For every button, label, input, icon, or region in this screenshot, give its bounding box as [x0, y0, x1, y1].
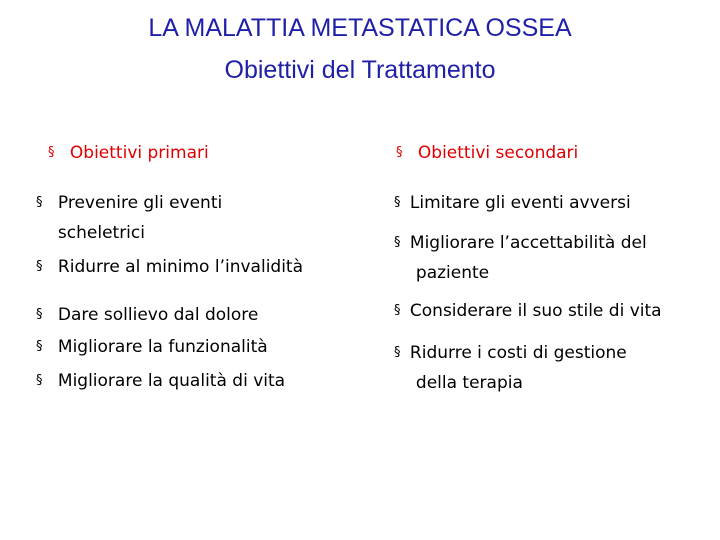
item-line: scheletrici [57, 223, 145, 243]
bullet-icon: § [36, 373, 43, 388]
heading-label: Obiettivi primari [69, 143, 209, 163]
bullet-icon: § [394, 195, 401, 210]
item-line: Ridurre i costi di gestione [409, 343, 627, 363]
list-item [394, 338, 627, 398]
item-text: Ridurre al minimo l’invalidità [57, 257, 304, 277]
list-item [36, 188, 222, 248]
bullet-icon: § [48, 145, 55, 160]
secondary-objectives-heading [396, 142, 578, 164]
slide-title: LA MALATTIA METASTATICA OSSEA [148, 14, 572, 42]
heading-label: Obiettivi secondari [417, 143, 579, 163]
list-item [36, 366, 285, 396]
item-text: Migliorare la funzionalità [57, 337, 268, 357]
list-item [36, 300, 258, 330]
list-item [394, 188, 631, 218]
bullet-icon: § [36, 259, 43, 274]
bullet-icon: § [36, 307, 43, 322]
item-text: Limitare gli eventi avversi [409, 193, 631, 213]
item-line: paziente [415, 263, 490, 283]
item-line: Migliorare l’accettabilità del [409, 233, 647, 253]
item-text: Migliorare la qualità di vita [57, 371, 286, 391]
slide-subtitle: Obiettivi del Trattamento [224, 56, 496, 84]
list-item [36, 252, 303, 282]
item-text [410, 338, 627, 398]
item-line: della terapia [415, 373, 523, 393]
list-item [394, 296, 662, 326]
item-line: Prevenire gli eventi [57, 193, 223, 213]
item-text [58, 188, 222, 248]
bullet-icon: § [36, 339, 43, 354]
list-item [36, 332, 268, 362]
item-text [410, 228, 647, 288]
bullet-icon: § [396, 145, 403, 160]
item-text: Dare sollievo dal dolore [57, 305, 259, 325]
bullet-icon: § [394, 303, 401, 318]
item-text: Considerare il suo stile di vita [409, 301, 662, 321]
list-item [394, 228, 647, 288]
bullet-icon: § [394, 345, 401, 360]
bullet-icon: § [394, 235, 401, 250]
bullet-icon: § [36, 195, 43, 210]
primary-objectives-heading [48, 142, 209, 164]
